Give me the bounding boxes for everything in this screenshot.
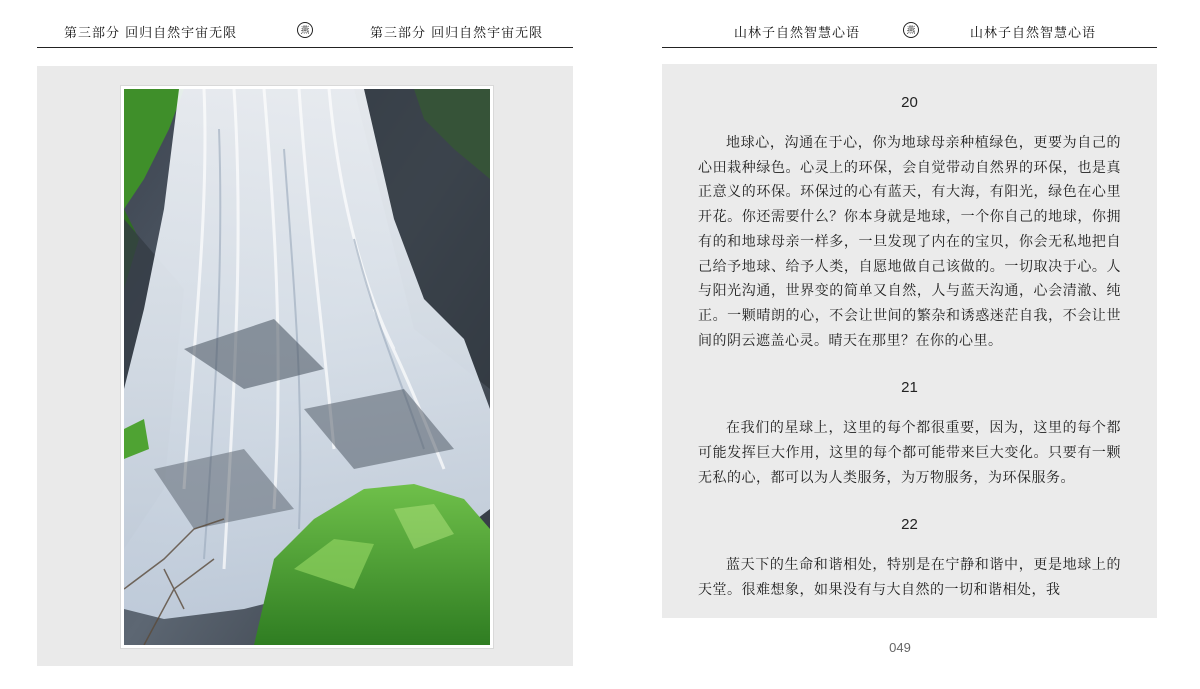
waterfall-photo — [121, 86, 493, 648]
text-panel — [662, 64, 1157, 618]
section-paragraph: 蓝天下的生命和谐相处，特别是在宁静和谐中，更是地球上的天堂。很难想象，如果没有与大自然的一切和谐相处，我 — [698, 557, 1121, 599]
left-running-header-left: 第三部分 回归自然宇宙无限 — [64, 26, 238, 41]
left-running-header-right: 第三部分 回归自然宇宙无限 — [370, 26, 544, 41]
page-number: 049 — [889, 640, 911, 655]
right-running-header-right: 山林子自然智慧心语 — [970, 26, 1097, 41]
seal-icon: 燕 — [297, 22, 313, 38]
right-running-header-left: 山林子自然智慧心语 — [734, 26, 861, 41]
section-paragraph: 在我们的星球上，这里的每个都很重要，因为，这里的每个都可能发挥巨大作用，这里的每个都可能带来巨大变化。只要有一颗无私的心，都可以为人类服务，为万物服务，为环保服务。 — [698, 420, 1121, 486]
section-paragraph: 地球心，沟通在于心，你为地球母亲种植绿色，更要为自己的心田栽种绿色。心灵上的环保，会自觉带动自然界的环保，也是真正意义的环保。环保过的心有蓝天，有大海，有阳光，绿色在心里开花。你还需要什么？你本身就是地球，一个你自己的地球，你拥有的和地球母亲一样多，一旦发现了内在的宝贝，你会无私地把自己给予地球、给予人类，自愿地做自己该做的。一切取决于心。人与阳光沟通，世界变的简单又自然，人与蓝天沟通，心会清澈、纯正。一颗晴朗的心，不会让世间的繁杂和诱惑迷茫自我，不会让世间的阴云遮盖心灵。晴天在那里？在你的心里。 — [698, 135, 1121, 349]
right-page — [600, 0, 1200, 689]
section-number: 22 — [901, 516, 918, 534]
section-number: 20 — [901, 94, 918, 111]
left-header-rule — [37, 47, 573, 48]
right-header-rule — [662, 47, 1157, 48]
waterfall-image-icon — [124, 89, 490, 645]
continued-paragraph-container — [698, 553, 1121, 601]
photo-panel — [37, 66, 573, 666]
section-number: 21 — [901, 379, 918, 397]
seal-icon: 燕 — [903, 22, 919, 38]
